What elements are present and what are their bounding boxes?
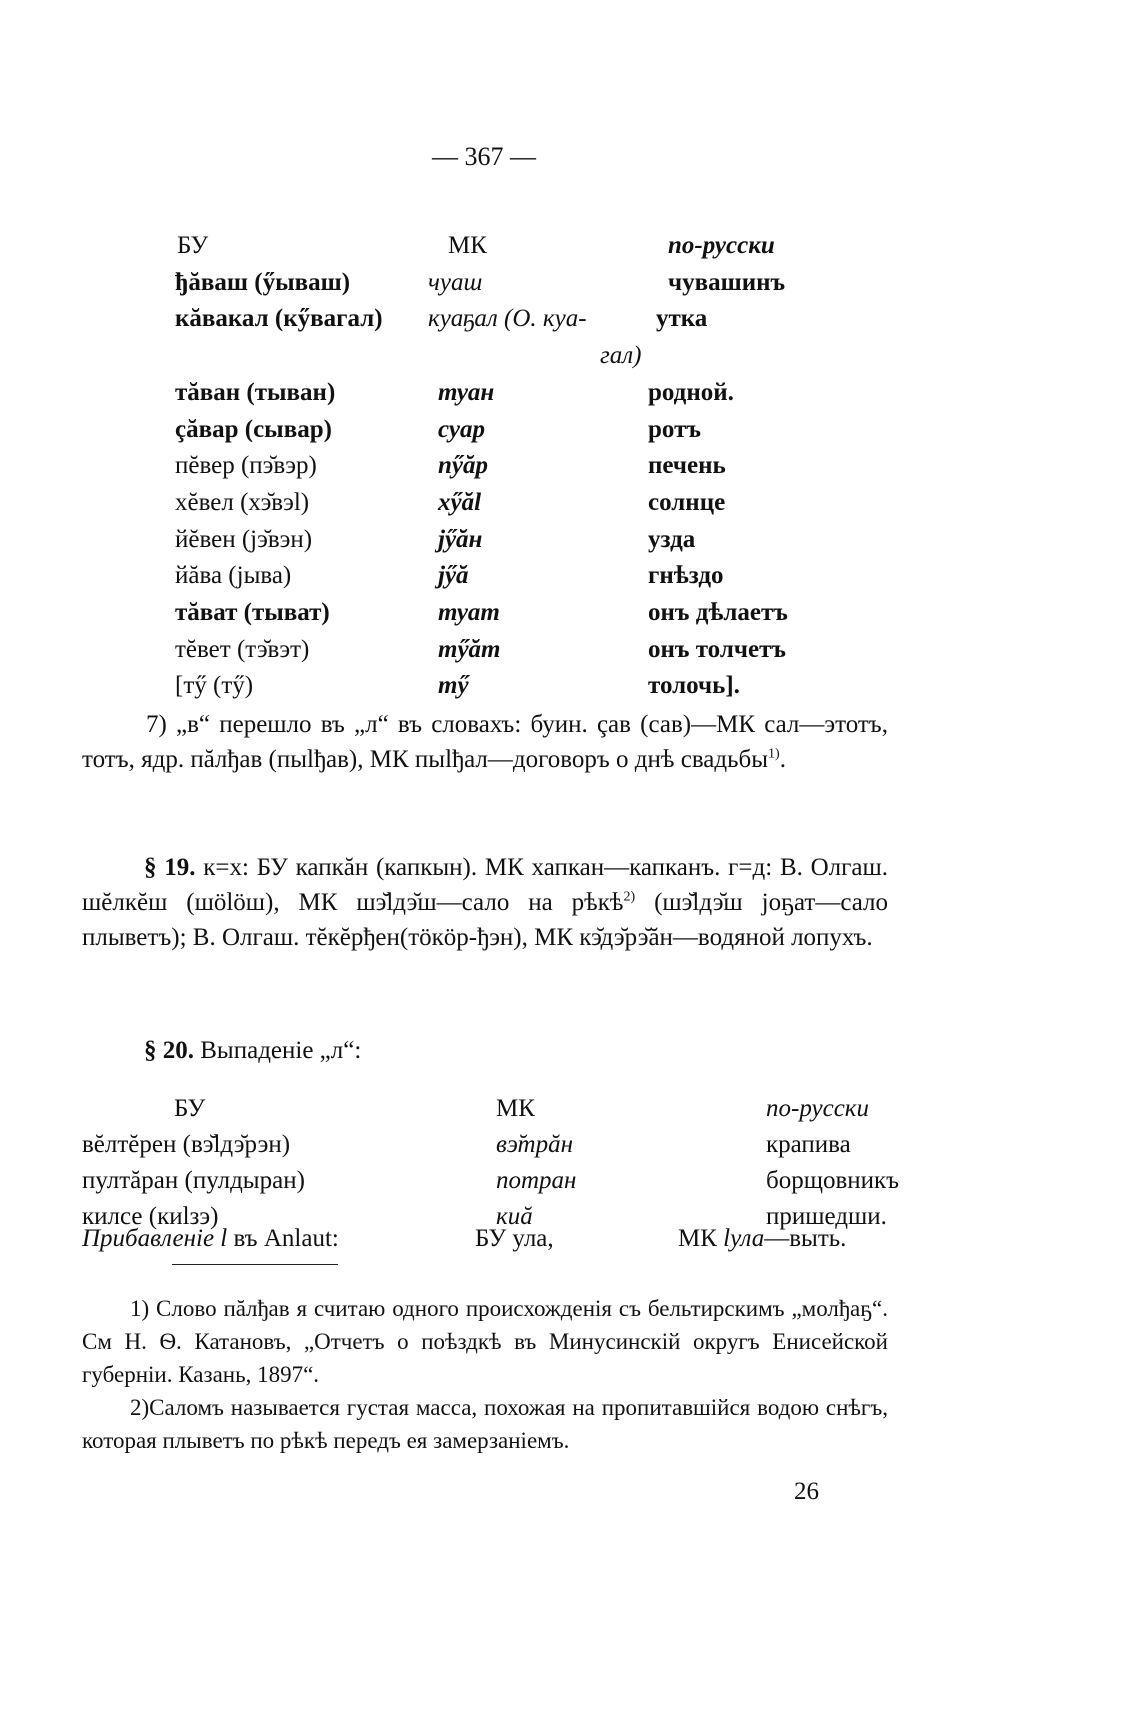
addition-mk-suffix: —выть. bbox=[764, 1225, 847, 1252]
russian-cell: утка bbox=[656, 305, 708, 333]
page-number: — 367 — bbox=[432, 142, 536, 171]
table-row bbox=[175, 595, 848, 632]
table-row bbox=[175, 265, 848, 302]
footnote-divider bbox=[172, 1264, 338, 1265]
russian-cell: печень bbox=[648, 452, 726, 480]
paragraph-7-end: . bbox=[779, 746, 786, 773]
addition-mk-prefix: МК bbox=[678, 1225, 717, 1252]
column-header-bu: БУ bbox=[174, 1095, 206, 1122]
paragraph-7-text: 7) „в“ перешло въ „л“ въ словахъ: буин. çав (сав)—МК сал—этотъ, тотъ, ядр. пăлђав (пыlђав), МК пыlђал—договоръ о днѣ свадьбы bbox=[82, 711, 888, 773]
addition-text: въ Anlaut: bbox=[233, 1225, 339, 1252]
mk-cell: вэ̆трăн bbox=[496, 1131, 574, 1158]
russian-cell: крапива bbox=[766, 1131, 851, 1158]
section-20-table bbox=[82, 1091, 904, 1235]
bu-cell: пултăран (пулдыран) bbox=[82, 1167, 305, 1194]
bu-cell: тăван (тыван) bbox=[175, 378, 336, 406]
paragraph-7 bbox=[82, 707, 888, 777]
mk-cell: куаҕал (О. куа- bbox=[428, 305, 587, 333]
mk-cell: суар bbox=[438, 415, 486, 443]
russian-cell: солнце bbox=[648, 488, 726, 516]
table-row bbox=[175, 558, 848, 595]
table-row bbox=[175, 375, 848, 412]
table-row bbox=[175, 448, 848, 485]
vocabulary-table bbox=[175, 228, 848, 705]
mk-cell: пӳăр bbox=[438, 452, 488, 480]
mk-cell: туат bbox=[438, 599, 500, 627]
footnote-ref-1: 1) bbox=[768, 746, 780, 762]
table-row bbox=[175, 668, 848, 705]
section-19-text-continued: (шэ̆lдэ̆ш јоҕат—сало плыветъ); В. Олгаш. тĕкĕрђен(тӧкӧр-ђэн), МК кэ̆дэ̆рэ̆ăн—водяной лопухъ. bbox=[82, 889, 889, 951]
bu-cell: килсе (киlзэ) bbox=[82, 1203, 219, 1230]
addition-bu: БУ ула, bbox=[475, 1225, 554, 1252]
bu-cell bbox=[175, 338, 428, 375]
mk-cell: чуаш bbox=[428, 268, 483, 296]
section-20-heading bbox=[144, 1037, 361, 1065]
russian-cell: родной. bbox=[648, 378, 734, 406]
table-row bbox=[175, 632, 848, 669]
bu-cell: вĕлтĕрен (вэ̆lдэ̆рэн) bbox=[82, 1131, 291, 1158]
mk-cell: тӳ bbox=[438, 672, 469, 700]
table-header-row bbox=[175, 228, 848, 265]
russian-cell: узда bbox=[648, 525, 696, 553]
mk-cell: тӳăт bbox=[438, 635, 501, 663]
footnote-ref-2: 2) bbox=[623, 889, 636, 905]
russian-cell: гнѣздо bbox=[648, 562, 724, 590]
addition-line bbox=[82, 1225, 339, 1253]
table-row bbox=[175, 485, 848, 522]
russian-cell: чувашинъ bbox=[668, 268, 786, 296]
russian-cell: ротъ bbox=[648, 415, 701, 443]
table-row bbox=[175, 522, 848, 559]
mk-cell: гал) bbox=[600, 342, 642, 370]
mk-cell: киă bbox=[496, 1203, 533, 1230]
section-19 bbox=[82, 850, 888, 955]
section-20-title: Выпаденіе „л“: bbox=[200, 1037, 362, 1064]
table-row bbox=[82, 1127, 904, 1163]
section-19-number: § 19. bbox=[144, 854, 196, 881]
bu-cell: тĕвет (тэ̆вэт) bbox=[175, 635, 310, 663]
footnotes bbox=[82, 1292, 888, 1457]
mk-cell: јӳă bbox=[438, 562, 469, 590]
section-19-text: к=х: БУ капкăн (капкын). МК хапкан—капканъ. г=д: В. Олгаш. шĕлкĕш (шӧlӧш), МК шэ̆lдэ̆ш—сало на рѣкѣ bbox=[82, 854, 889, 916]
column-header-mk: МК bbox=[448, 232, 487, 259]
column-header-russian: по-русски bbox=[668, 232, 775, 259]
column-header-russian: по-русски bbox=[766, 1095, 869, 1122]
mk-cell: хӳăl bbox=[438, 488, 482, 516]
column-header-mk: МК bbox=[496, 1095, 535, 1122]
column-header-bu: БУ bbox=[177, 232, 209, 259]
russian-cell: толочь]. bbox=[648, 672, 740, 700]
mk-cell: потран bbox=[496, 1167, 577, 1194]
russian-cell bbox=[648, 338, 848, 375]
bu-cell: [тӳ (тӳ) bbox=[175, 672, 254, 700]
section-20-number: § 20. bbox=[144, 1037, 194, 1064]
addition-mk bbox=[678, 1225, 846, 1253]
russian-cell: онъ толчетъ bbox=[648, 635, 786, 663]
bu-cell: йăва (јыва) bbox=[175, 562, 292, 590]
footnote-2: 2)Саломъ называется густая масса, похожая на пропитавшійся водою снѣгъ, которая плыветъ по рѣкѣ передъ ея замерзаніемъ. bbox=[82, 1395, 888, 1453]
table-row bbox=[175, 412, 848, 449]
table-row bbox=[82, 1163, 904, 1199]
bu-cell: пĕвер (пэ̆вэр) bbox=[175, 452, 317, 480]
russian-cell: пришедши. bbox=[766, 1203, 887, 1230]
bu-cell: тăват (тыват) bbox=[175, 599, 330, 627]
bu-cell: хĕвел (хэ̆вэl) bbox=[175, 488, 310, 516]
footnote-1: 1) Слово пăлђав я считаю одного происхожденія съ бельтирскимъ „молђаҕ“. См Н. Ѳ. Катановъ, „Отчетъ о поѣздкѣ въ Минусинскій округъ Енисейской губерніи. Казань, 1897“. bbox=[82, 1296, 888, 1387]
table-row bbox=[175, 301, 848, 338]
table-row bbox=[175, 338, 848, 375]
addition-mk-word: lула bbox=[723, 1225, 765, 1252]
mk-cell: јӳăн bbox=[438, 525, 483, 553]
mk-cell: туан bbox=[438, 378, 495, 406]
bu-cell: йĕвен (јэ̆вэн) bbox=[175, 525, 313, 553]
bu-cell: çăвар (сывар) bbox=[175, 415, 332, 443]
bu-cell: кăвакал (кӳвагал) bbox=[175, 305, 383, 333]
russian-cell: онъ дѣлаетъ bbox=[648, 599, 788, 627]
russian-cell: борщовникъ bbox=[766, 1167, 900, 1194]
addition-label: Прибавленіе l bbox=[82, 1225, 228, 1252]
table-header-row bbox=[82, 1091, 904, 1127]
signature-mark: 26 bbox=[794, 1478, 819, 1505]
bu-cell: ђăваш (ӳываш) bbox=[175, 268, 351, 296]
